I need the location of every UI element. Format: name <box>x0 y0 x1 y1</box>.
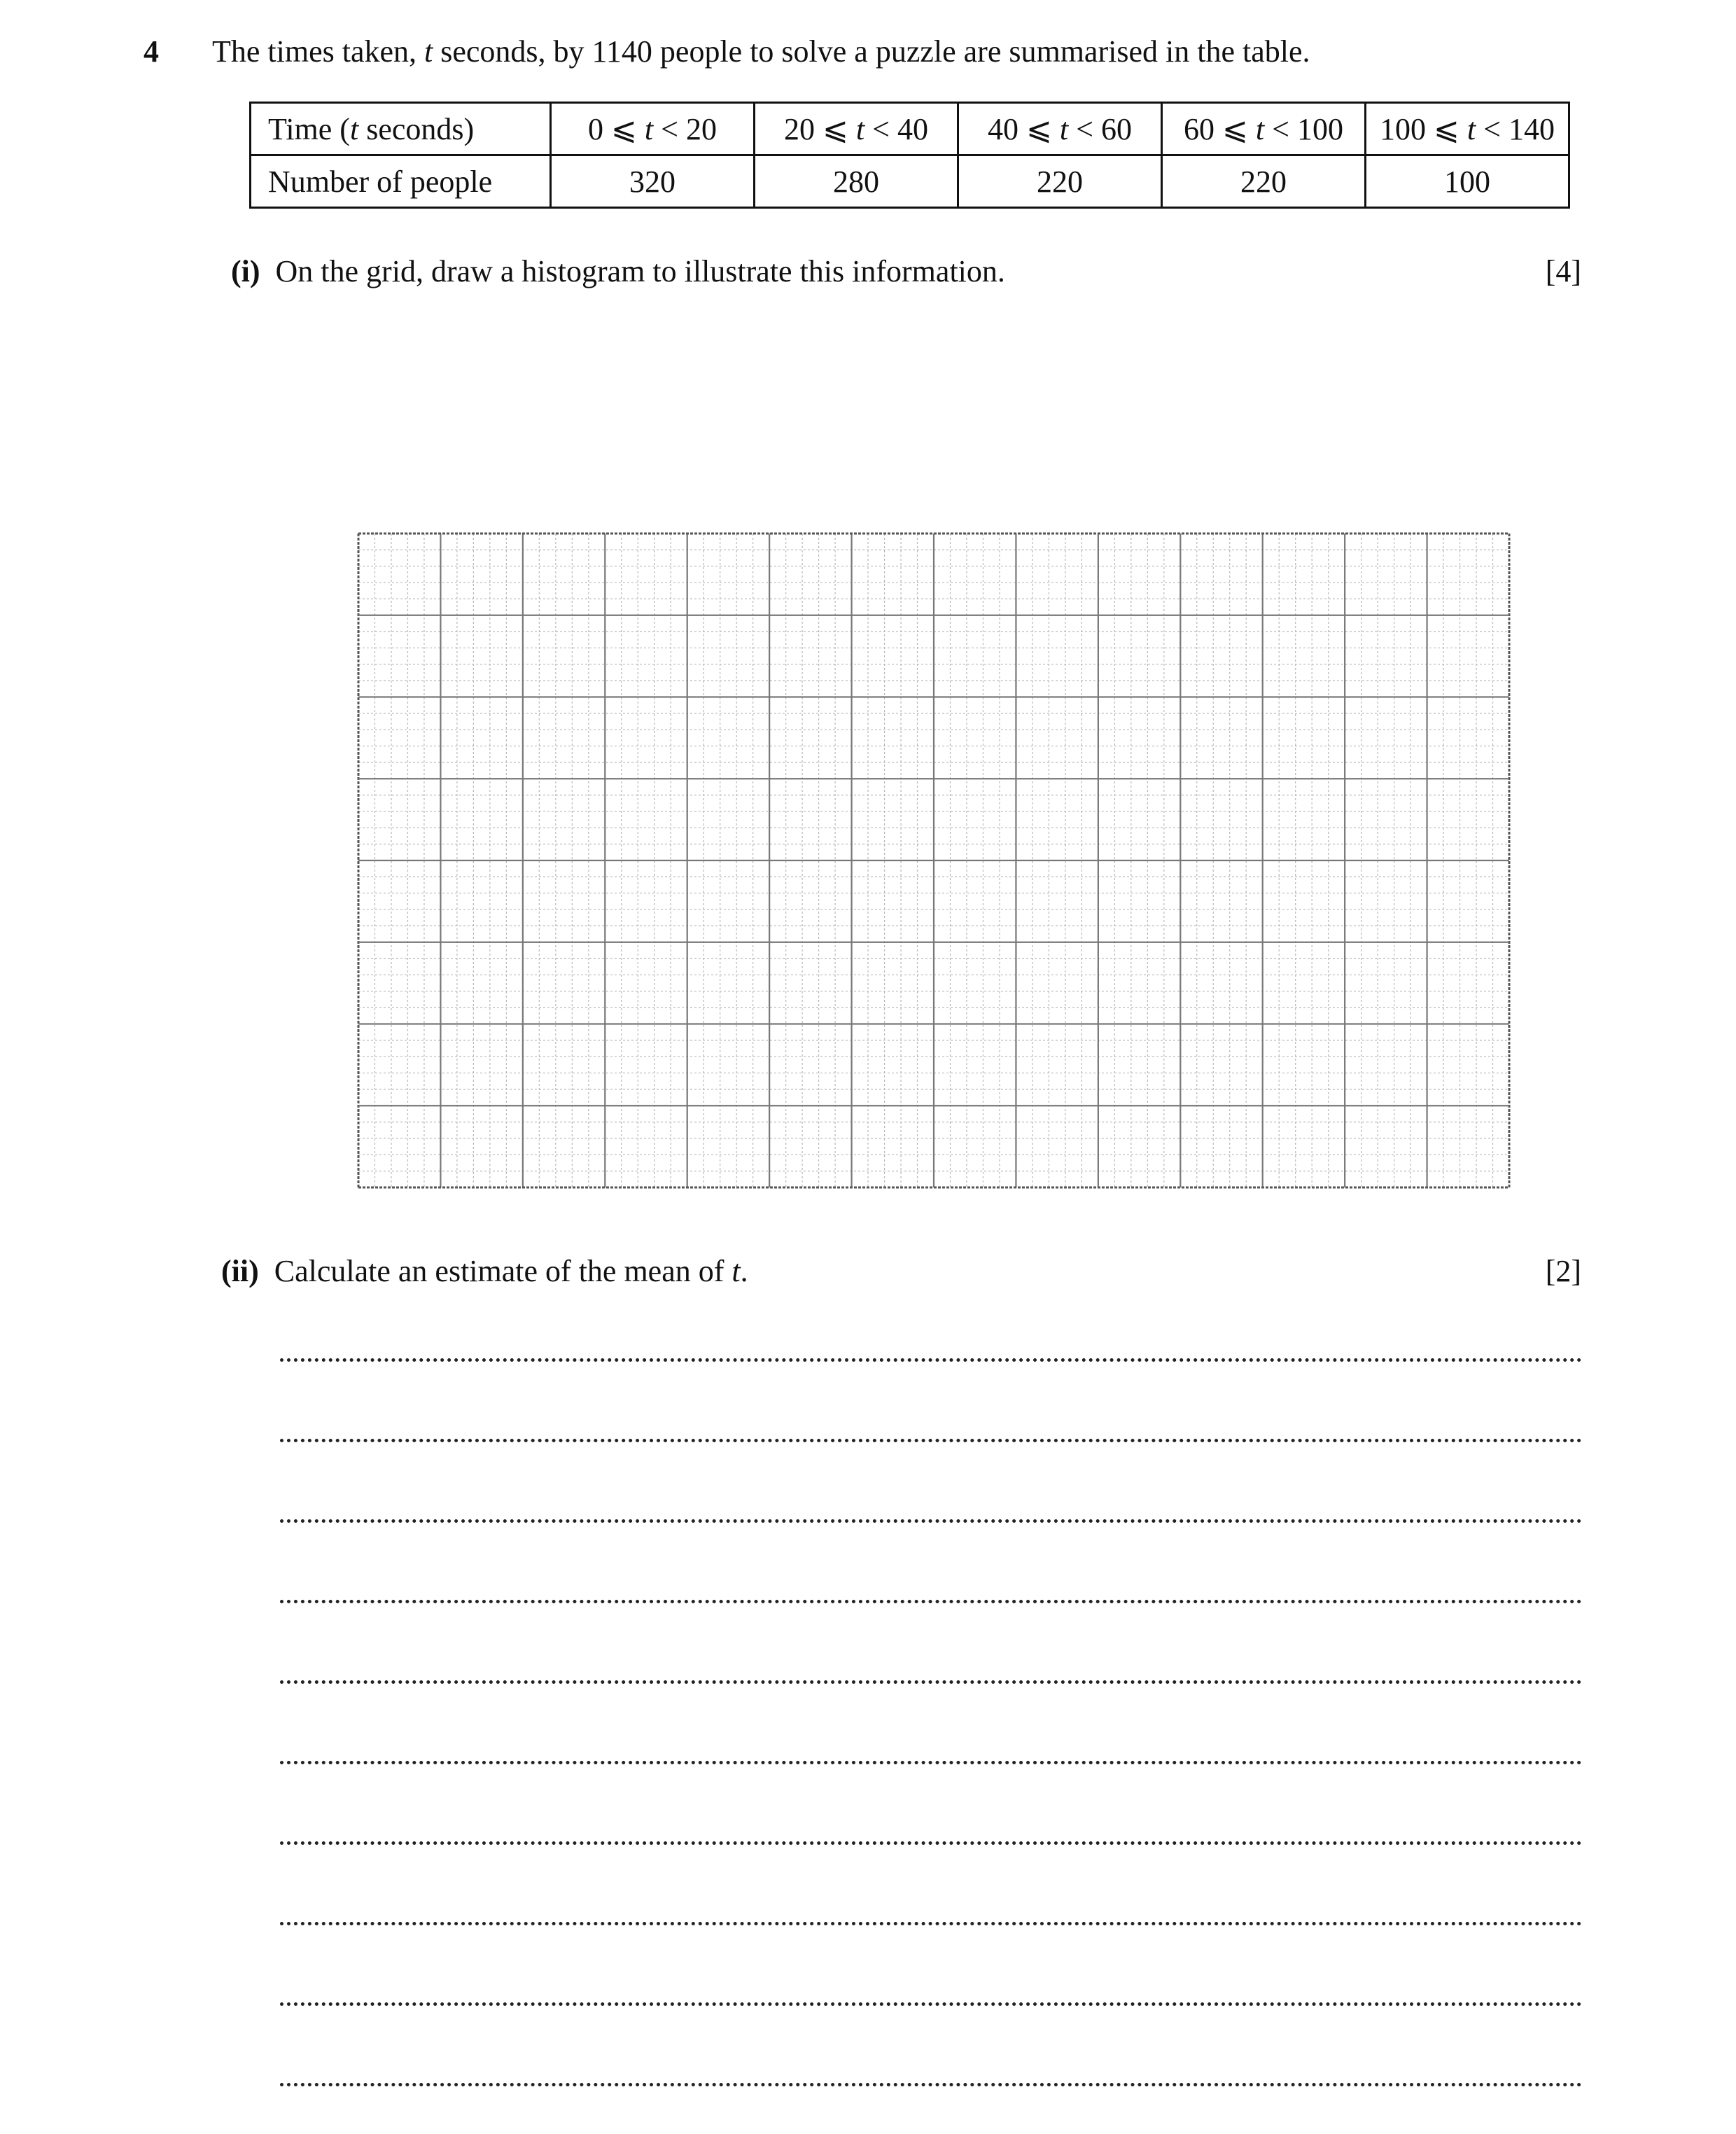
answer-line[interactable] <box>280 1680 1582 1684</box>
count-cell: 320 <box>551 155 755 208</box>
interval-cell: 40 ⩽ t < 60 <box>958 103 1162 155</box>
count-cell: 100 <box>1366 155 1569 208</box>
count-cell: 280 <box>755 155 958 208</box>
question-number: 4 <box>144 34 159 69</box>
part-ii-label: (ii) <box>221 1254 259 1288</box>
answer-line[interactable] <box>280 1439 1582 1442</box>
count-row <box>251 155 1569 208</box>
part-i-marks: [4] <box>1545 254 1581 288</box>
answer-line[interactable] <box>280 1358 1582 1362</box>
part-ii-marks: [2] <box>1545 1254 1581 1288</box>
answer-line[interactable] <box>280 1761 1582 1764</box>
answer-line[interactable] <box>280 2002 1582 2006</box>
count-header-cell: Number of people <box>251 155 551 208</box>
answer-line[interactable] <box>280 1519 1582 1523</box>
interval-cell: 100 ⩽ t < 140 <box>1366 103 1569 155</box>
part-ii-question: (ii) Calculate an estimate of the mean of t. <box>221 1254 748 1288</box>
part-i-text: On the grid, draw a histogram to illustrate this information. <box>275 254 1005 288</box>
count-cell: 220 <box>1162 155 1366 208</box>
interval-cell: 20 ⩽ t < 40 <box>755 103 958 155</box>
count-cell: 220 <box>958 155 1162 208</box>
interval-cell: 60 ⩽ t < 100 <box>1162 103 1366 155</box>
part-i-label: (i) <box>231 254 260 288</box>
time-row <box>251 103 1569 155</box>
question-intro: The times taken, t seconds, by 1140 people to solve a puzzle are summarised in the table. <box>212 34 1310 69</box>
answer-line[interactable] <box>280 2083 1582 2086</box>
answer-line[interactable] <box>280 1922 1582 1925</box>
frequency-table <box>249 102 1570 209</box>
interval-cell: 0 ⩽ t < 20 <box>551 103 755 155</box>
part-i-question <box>231 253 1005 289</box>
answer-line[interactable] <box>280 1841 1582 1845</box>
graph-paper[interactable] <box>356 531 1512 1190</box>
time-header-cell: Time (t seconds) <box>251 103 551 155</box>
histogram-grid[interactable] <box>356 531 1512 1190</box>
answer-line[interactable] <box>280 1600 1582 1603</box>
